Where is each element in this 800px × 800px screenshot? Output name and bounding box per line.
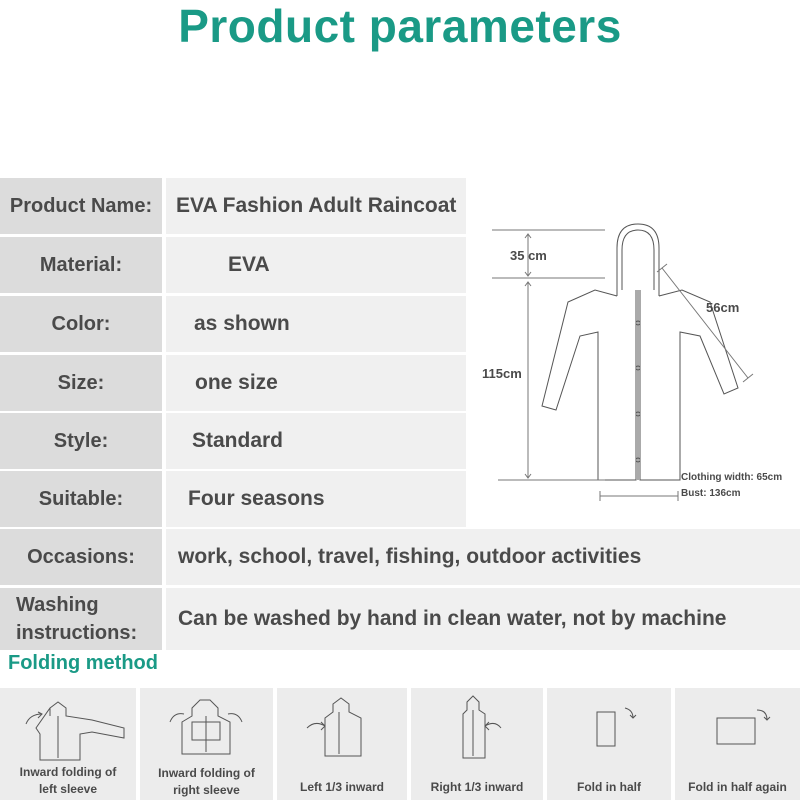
param-row-washing (0, 588, 800, 650)
param-label-line: Washing (16, 594, 99, 616)
param-value: EVA Fashion Adult Raincoat (166, 178, 466, 234)
param-row-suitable (0, 471, 466, 527)
fold-half-again-icon (675, 688, 800, 768)
param-value: as shown (166, 296, 466, 352)
fold-step-caption: Inward folding of (158, 766, 255, 780)
param-label: Product Name: (0, 178, 162, 234)
fold-step-caption: Fold in half again (688, 780, 787, 794)
raincoat-sleeves-folded-icon (140, 688, 273, 768)
param-label: Color: (0, 296, 162, 352)
raincoat-right-third-icon (411, 688, 543, 768)
param-row-occasions (0, 529, 800, 585)
param-label: Occasions: (0, 529, 162, 585)
fold-step-5 (547, 688, 671, 800)
param-value: Can be washed by hand in clean water, not by machine (166, 588, 800, 650)
param-value: Standard (166, 413, 466, 469)
raincoat-dimension-diagram (470, 178, 800, 523)
hood-dimension-label: 35 cm (510, 248, 547, 263)
raincoat-open-icon (0, 688, 136, 768)
fold-step-caption: Right 1/3 inward (430, 780, 524, 794)
param-label-line: instructions: (16, 622, 138, 644)
param-label: Style: (0, 413, 162, 469)
fold-step-3 (277, 688, 407, 800)
sleeve-dimension-label: 56cm (706, 300, 740, 315)
param-row-material (0, 237, 466, 293)
fold-step-1 (0, 688, 136, 800)
width-dimension-label: Clothing width: 65cm (681, 472, 783, 483)
param-label: Material: (0, 237, 162, 293)
param-value: Four seasons (166, 471, 466, 527)
param-row-size (0, 355, 466, 411)
raincoat-left-third-icon (277, 688, 407, 768)
fold-step-2 (140, 688, 273, 800)
param-label: Size: (0, 355, 162, 411)
param-label: Suitable: (0, 471, 162, 527)
fold-step-4 (411, 688, 543, 800)
fold-step-caption: right sleeve (173, 783, 240, 797)
bust-dimension-label: Bust: 136cm (681, 488, 741, 499)
length-dimension-label: 115cm (482, 366, 522, 381)
folding-method-title: Folding method (8, 652, 158, 674)
page-title: Product parameters (178, 0, 622, 52)
param-row-product-name (0, 178, 466, 234)
fold-step-caption: Left 1/3 inward (299, 780, 385, 794)
folding-steps (0, 688, 800, 800)
param-label-washing (0, 588, 162, 650)
fold-step-caption: Fold in half (577, 780, 641, 794)
param-row-color (0, 296, 466, 352)
param-value: one size (166, 355, 466, 411)
param-value: work, school, travel, fishing, outdoor activities (166, 529, 800, 585)
fold-half-icon (547, 688, 671, 768)
param-row-style (0, 413, 466, 469)
fold-step-caption: Inward folding of (19, 765, 117, 779)
fold-step-caption: left sleeve (38, 782, 98, 796)
param-value: EVA (166, 237, 466, 293)
fold-step-6 (675, 688, 800, 800)
